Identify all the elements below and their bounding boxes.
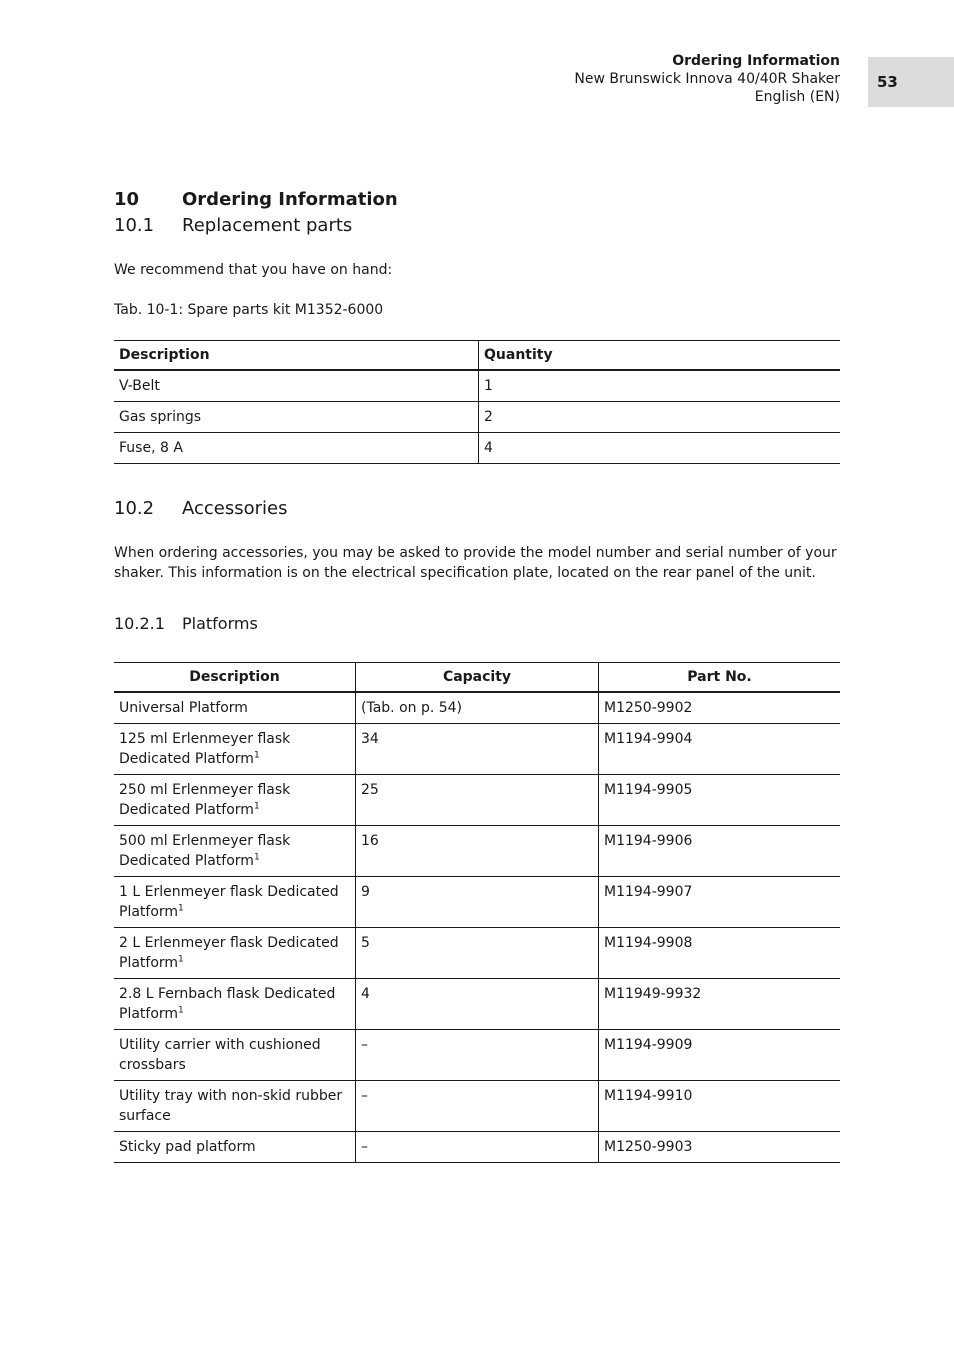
- section-number: 10: [114, 189, 140, 210]
- subsection-number: 10.1: [114, 215, 155, 236]
- intro-text: We recommend that you have on hand:: [114, 262, 393, 278]
- cell-description: [114, 877, 356, 928]
- subsubsection-heading-platforms: [114, 614, 258, 633]
- cell-description: [114, 1081, 356, 1132]
- subsubsection-title: Platforms: [182, 614, 258, 633]
- description-text: 1 L Erlenmeyer flask Dedicated Platform: [119, 884, 339, 920]
- footnote-mark: 1: [253, 750, 260, 761]
- cell-part-no: M11949-9932: [599, 979, 841, 1030]
- cell-capacity: (Tab. on p. 54): [356, 692, 599, 724]
- page-header: [574, 52, 840, 106]
- cell-capacity: 4: [356, 979, 599, 1030]
- description-text: Utility carrier with cushioned crossbars: [119, 1037, 321, 1073]
- page-number: 53: [868, 57, 954, 107]
- table-row: [114, 979, 840, 1030]
- table-header-row: [114, 663, 840, 693]
- table-row: [114, 826, 840, 877]
- subsection-heading-accessories: [114, 498, 288, 519]
- cell-part-no: M1250-9903: [599, 1132, 841, 1163]
- cell-part-no: M1194-9907: [599, 877, 841, 928]
- description-text: 250 ml Erlenmeyer flask Dedicated Platform: [119, 782, 291, 818]
- header-title: Ordering Information: [672, 53, 840, 69]
- cell-description: [114, 826, 356, 877]
- cell-capacity: –: [356, 1081, 599, 1132]
- subsection-heading-replacement: [114, 215, 352, 236]
- table-row: [114, 724, 840, 775]
- cell-description: V-Belt: [114, 370, 479, 402]
- cell-part-no: M1194-9905: [599, 775, 841, 826]
- column-header-quantity: Quantity: [479, 341, 841, 371]
- cell-description: Fuse, 8 A: [114, 433, 479, 464]
- description-text: Universal Platform: [119, 700, 248, 716]
- description-text: 125 ml Erlenmeyer flask Dedicated Platform: [119, 731, 291, 767]
- cell-capacity: 16: [356, 826, 599, 877]
- accessories-text: When ordering accessories, you may be asked to provide the model number and serial number of your shaker. This information is on the electrical specification plate, located on the rear panel of the unit.: [114, 545, 837, 581]
- cell-part-no: M1194-9910: [599, 1081, 841, 1132]
- table-row: [114, 370, 840, 402]
- cell-capacity: 9: [356, 877, 599, 928]
- column-header-description: Description: [114, 341, 479, 371]
- table-row: [114, 433, 840, 464]
- table-row: [114, 1081, 840, 1132]
- cell-quantity: 2: [479, 402, 841, 433]
- header-language: English (EN): [754, 89, 840, 105]
- table-row: [114, 928, 840, 979]
- cell-description: [114, 1030, 356, 1081]
- cell-part-no: M1194-9904: [599, 724, 841, 775]
- cell-capacity: –: [356, 1132, 599, 1163]
- cell-description: [114, 775, 356, 826]
- cell-part-no: M1194-9909: [599, 1030, 841, 1081]
- cell-description: [114, 692, 356, 724]
- cell-quantity: 1: [479, 370, 841, 402]
- cell-capacity: 25: [356, 775, 599, 826]
- table-row: [114, 775, 840, 826]
- cell-description: Gas springs: [114, 402, 479, 433]
- cell-description: [114, 1132, 356, 1163]
- platforms-table-body: [114, 692, 840, 1163]
- description-text: 500 ml Erlenmeyer flask Dedicated Platform: [119, 833, 291, 869]
- table-row: [114, 402, 840, 433]
- description-text: Sticky pad platform: [119, 1139, 256, 1155]
- footnote-mark: 1: [178, 954, 184, 965]
- table1-caption: Tab. 10-1: Spare parts kit M1352-6000: [114, 302, 384, 318]
- cell-part-no: M1194-9906: [599, 826, 841, 877]
- cell-description: [114, 724, 356, 775]
- table-header-row: [114, 341, 840, 371]
- table-row: [114, 1030, 840, 1081]
- cell-description: [114, 928, 356, 979]
- column-header-part-no: Part No.: [599, 663, 841, 693]
- cell-capacity: 34: [356, 724, 599, 775]
- cell-quantity: 4: [479, 433, 841, 464]
- cell-part-no: M1250-9902: [599, 692, 841, 724]
- column-header-description: Description: [114, 663, 356, 693]
- cell-capacity: –: [356, 1030, 599, 1081]
- description-text: Utility tray with non-skid rubber surface: [119, 1088, 343, 1124]
- description-text: 2 L Erlenmeyer flask Dedicated Platform: [119, 935, 339, 971]
- table-row: [114, 692, 840, 724]
- description-text: 2.8 L Fernbach flask Dedicated Platform: [119, 986, 336, 1022]
- subsection-number: 10.2: [114, 498, 155, 519]
- footnote-mark: 1: [253, 801, 260, 812]
- footnote-mark: 1: [178, 1005, 184, 1016]
- header-product: New Brunswick Innova 40/40R Shaker: [574, 71, 840, 87]
- subsection-title: Replacement parts: [182, 215, 353, 236]
- footnote-mark: 1: [253, 852, 260, 863]
- subsection-title: Accessories: [182, 498, 288, 519]
- footnote-mark: 1: [178, 903, 184, 914]
- table-row: [114, 1132, 840, 1163]
- subsubsection-number: 10.2.1: [114, 614, 165, 633]
- cell-description: [114, 979, 356, 1030]
- spare-parts-table: [114, 340, 840, 464]
- section-title: Ordering Information: [182, 189, 398, 210]
- column-header-capacity: Capacity: [356, 663, 599, 693]
- section-heading: [114, 189, 398, 210]
- cell-part-no: M1194-9908: [599, 928, 841, 979]
- table-row: [114, 877, 840, 928]
- platforms-table: [114, 662, 840, 1163]
- cell-capacity: 5: [356, 928, 599, 979]
